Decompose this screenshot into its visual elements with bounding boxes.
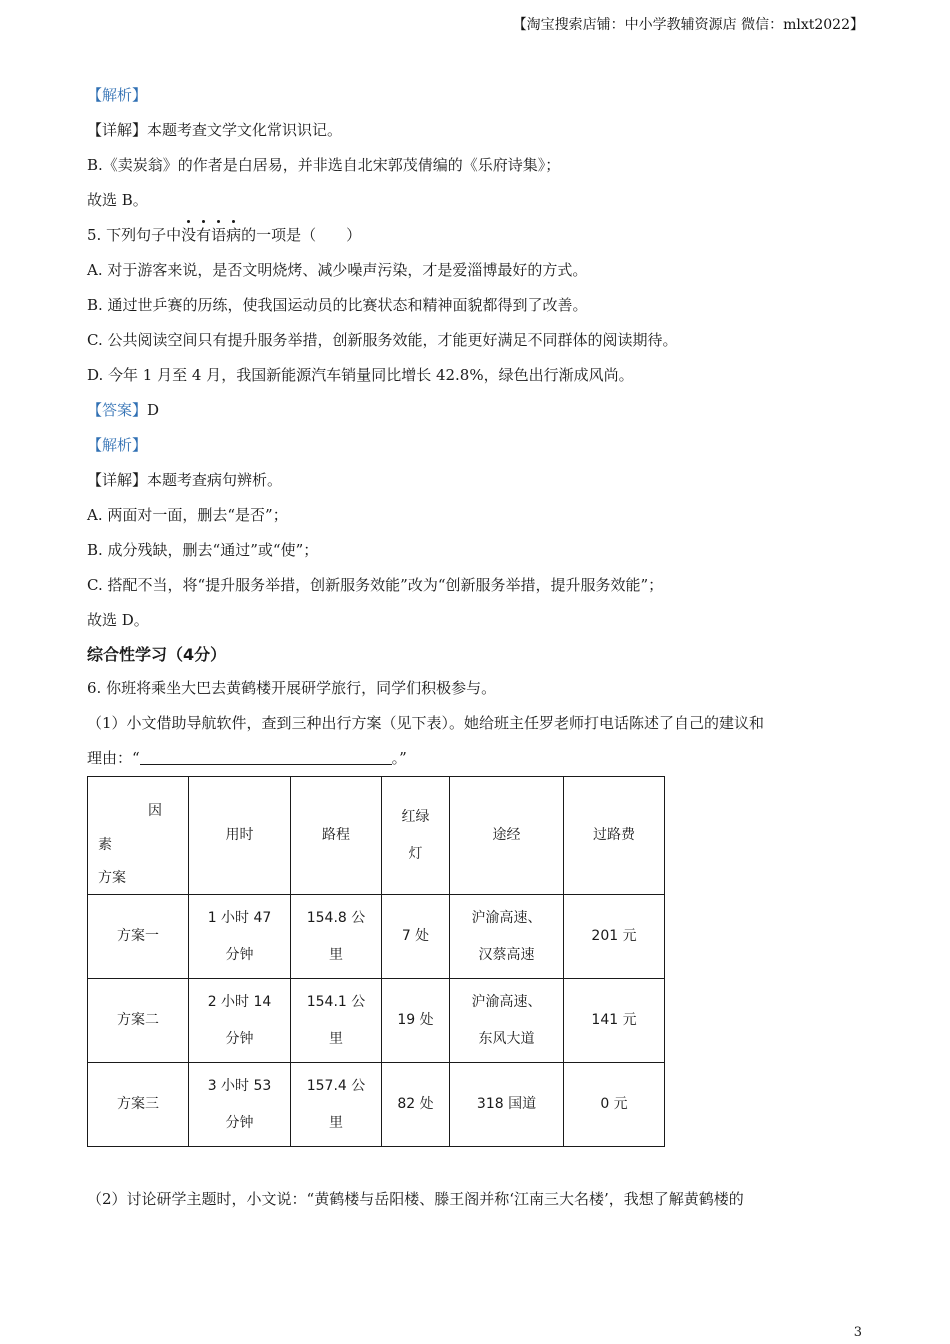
- header-lights: 红绿 灯: [382, 777, 450, 895]
- plan-distance: 157.4 公 里: [291, 1063, 382, 1147]
- q4-analysis-label: 【解析】: [87, 86, 148, 104]
- plan-name: 方案二: [88, 979, 189, 1063]
- plan-name: 方案一: [88, 895, 189, 979]
- q6-part1-suffix: 。”: [391, 749, 407, 767]
- q5-option-a: A. 对于游客来说，是否文明烧烤、减少噪声污染，才是爱淄博最好的方式。: [87, 261, 588, 279]
- plan-distance: 154.8 公 里: [291, 895, 382, 979]
- page-header: 【淘宝搜索店铺：中小学教辅资源店 微信：mlxt2022】: [512, 17, 864, 33]
- q5-answer-label: 【答案】: [87, 401, 148, 419]
- plan-time: 2 小时 14 分钟: [189, 979, 291, 1063]
- plan-distance: 154.1 公 里: [291, 979, 382, 1063]
- table-corner-cell: [88, 777, 189, 895]
- q6-part1: （1）小文借助导航软件，查到三种出行方案（见下表）。她给班主任罗老师打电话陈述了自己的建议和: [87, 714, 765, 732]
- plan-time: 3 小时 53 分钟: [189, 1063, 291, 1147]
- plan-lights: 19 处: [382, 979, 450, 1063]
- plan-time: 1 小时 47 分钟: [189, 895, 291, 979]
- answer-blank: [140, 748, 392, 765]
- plan-toll: 201 元: [564, 895, 665, 979]
- corner-label: 素: [98, 837, 112, 853]
- q5-answer: [87, 393, 867, 428]
- route-plans-table: [87, 776, 665, 1147]
- q5-stem-dotted: [181, 226, 241, 244]
- q5-answer-value: D: [147, 401, 160, 419]
- q6-part2: （2）讨论研学主题时，小文说：“黄鹤楼与岳阳楼、滕王阁并称‘江南三大名楼’，我想了解黄鹤楼的: [87, 1190, 744, 1208]
- plan-toll: 0 元: [564, 1063, 665, 1147]
- q6-stem: 6. 你班将乘坐大巴去黄鹤楼开展研学旅行，同学们积极参与。: [87, 679, 497, 697]
- header-time: 用时: [189, 777, 291, 895]
- header-route: 途经: [450, 777, 564, 895]
- header-distance: 路程: [291, 777, 382, 895]
- plan-route: 沪渝高速、 东风大道: [450, 979, 564, 1063]
- q5-explanation-b: B. 成分残缺，删去“通过”或“使”；: [87, 541, 319, 559]
- q5-stem: [87, 218, 867, 253]
- plan-route: 318 国道: [450, 1063, 564, 1147]
- dotted-char: 有: [196, 218, 211, 253]
- q4-conclusion: 故选 B。: [87, 191, 148, 209]
- table-row: [88, 1063, 665, 1147]
- corner-label: 方案: [98, 870, 126, 886]
- table-row: [88, 979, 665, 1063]
- q6-part1-continued: [87, 741, 867, 776]
- corner-label: 因: [148, 803, 162, 819]
- page-number: 3: [853, 1325, 862, 1340]
- plan-name: 方案三: [88, 1063, 189, 1147]
- q6-part1-prefix: 理由：“: [87, 749, 140, 767]
- q5-detail: 【详解】本题考查病句辨析。: [87, 471, 283, 489]
- header-toll: 过路费: [564, 777, 665, 895]
- dotted-char: 病: [226, 218, 241, 253]
- dotted-char: 语: [211, 218, 226, 253]
- q5-analysis-label: 【解析】: [87, 436, 148, 454]
- plan-toll: 141 元: [564, 979, 665, 1063]
- q5-option-d: D. 今年 1 月至 4 月，我国新能源汽车销量同比增长 42.8%，绿色出行渐成风尚。: [87, 366, 634, 384]
- q4-option-b-explanation: B.《卖炭翁》的作者是白居易，并非选自北宋郭茂倩编的《乐府诗集》；: [87, 156, 561, 174]
- plan-lights: 7 处: [382, 895, 450, 979]
- table-row: [88, 895, 665, 979]
- plan-route: 沪渝高速、 汉蔡高速: [450, 895, 564, 979]
- main-content: [87, 78, 867, 776]
- q5-option-c: C. 公共阅读空间只有提升服务举措，创新服务效能，才能更好满足不同群体的阅读期待。: [87, 331, 678, 349]
- table-header-row: [88, 777, 665, 895]
- q5-conclusion: 故选 D。: [87, 611, 149, 629]
- q5-stem-post: 的一项是（ ）: [241, 226, 362, 244]
- q5-option-b: B. 通过世乒赛的历练，使我国运动员的比赛状态和精神面貌都得到了改善。: [87, 296, 588, 314]
- dotted-char: 没: [181, 218, 196, 253]
- q5-explanation-c: C. 搭配不当，将“提升服务举措，创新服务效能”改为“创新服务举措，提升服务效能”；: [87, 576, 664, 594]
- q5-explanation-a: A. 两面对一面，删去“是否”；: [87, 506, 288, 524]
- q4-detail: 【详解】本题考查文学文化常识识记。: [87, 121, 343, 139]
- q5-stem-pre: 5. 下列句子中: [87, 226, 182, 244]
- plan-lights: 82 处: [382, 1063, 450, 1147]
- section-title: 综合性学习（4分）: [87, 645, 227, 664]
